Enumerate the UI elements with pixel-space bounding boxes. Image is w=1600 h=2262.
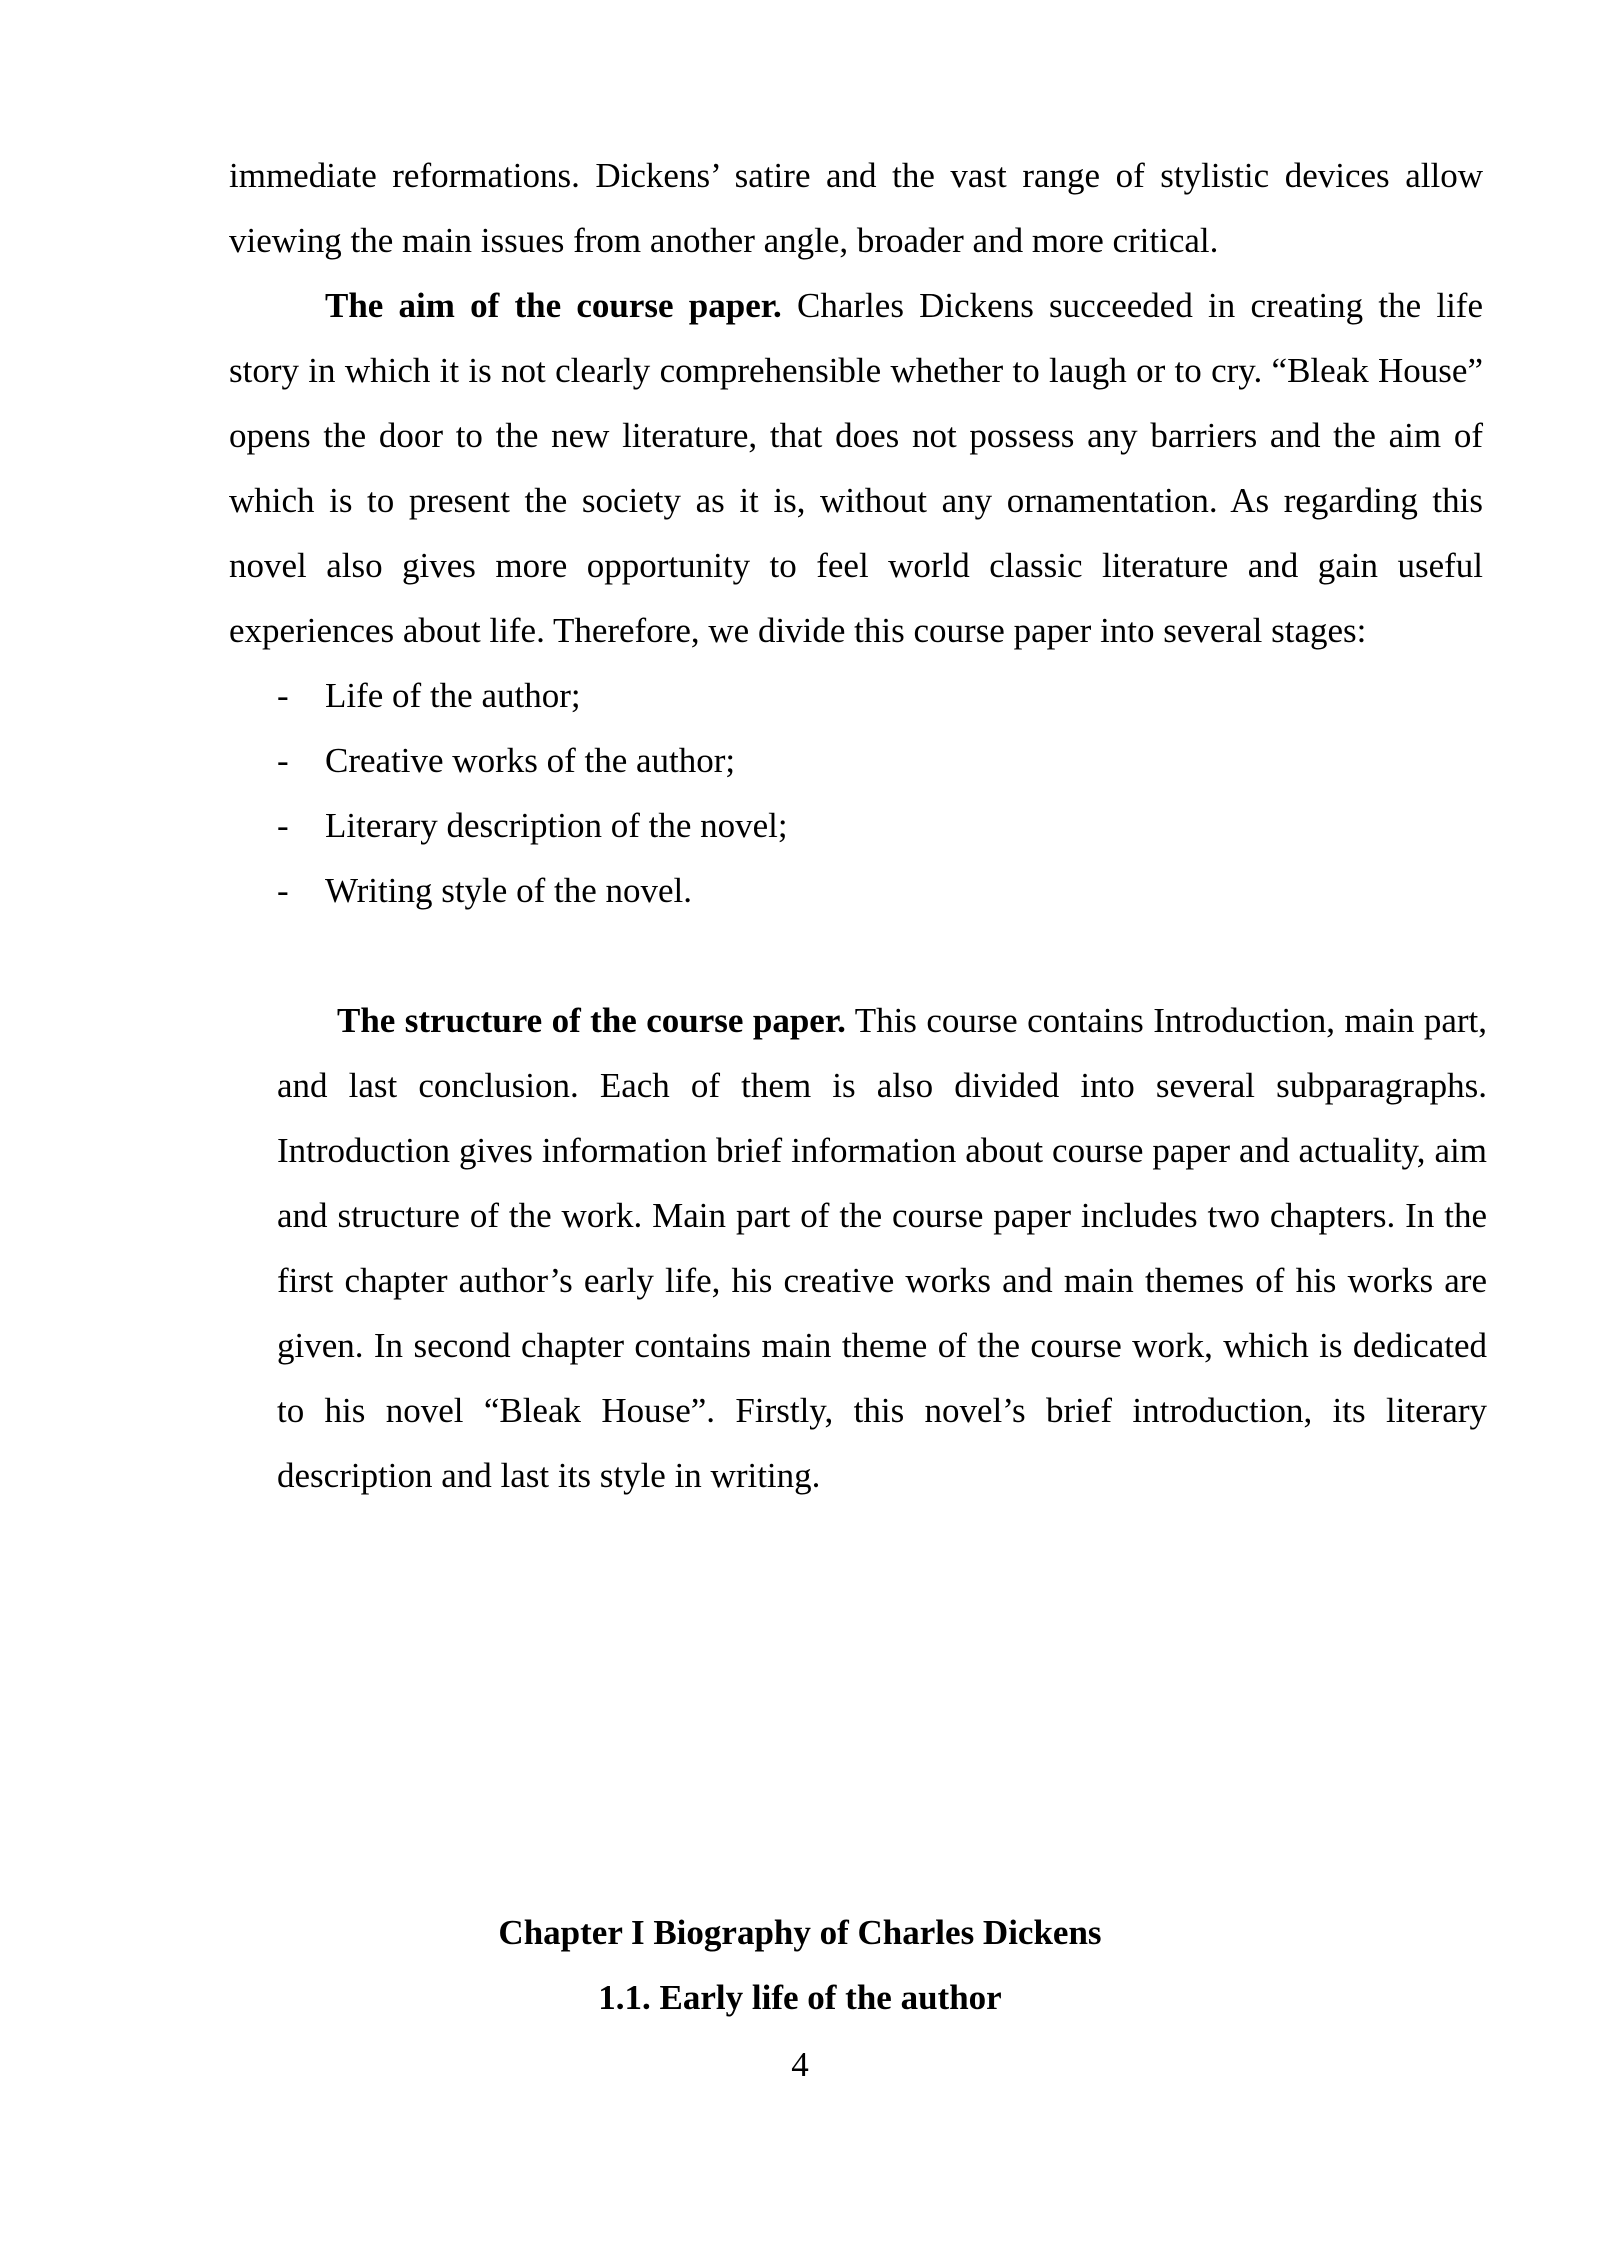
chapter-title: Chapter I Biography of Charles Dickens	[498, 1913, 1102, 1952]
list-item-text: Literary description of the novel;	[325, 806, 788, 845]
list-item	[229, 793, 1483, 858]
body-text	[229, 143, 1483, 923]
structure-section	[277, 988, 1487, 1508]
list-item	[229, 728, 1483, 793]
list-item-text: Writing style of the novel.	[325, 871, 692, 910]
list-item	[229, 858, 1483, 923]
section-title: 1.1. Early life of the author	[598, 1978, 1002, 2017]
aim-heading: The aim of the course paper.	[325, 286, 782, 325]
list-dash: -	[277, 741, 289, 780]
structure-heading: The structure of the course paper.	[337, 1001, 846, 1040]
list-dash: -	[277, 871, 289, 910]
list-item-text: Life of the author;	[325, 676, 581, 715]
list-dash: -	[277, 676, 289, 715]
aim-paragraph	[229, 273, 1483, 663]
stages-list	[229, 663, 1483, 923]
page-number: 4	[791, 2045, 809, 2084]
list-dash: -	[277, 806, 289, 845]
intro-paragraph: immediate reformations. Dickens’ satire and the vast range of stylistic devices allow viewing the main issues from another angle, broader and more critical.	[229, 156, 1483, 260]
structure-paragraph	[277, 988, 1487, 1508]
structure-text: This course contains Introduction, main part, and last conclusion. Each of them is also divided into several subparagraphs. Introduction gives information brief information about course paper and actuality, aim and structure of the work. Main part of the course paper includes two chapters. In the first chapter author’s early life, his creative works and main themes of his works are given. In second chapter contains main theme of the course work, which is dedicated to his novel “Bleak House”. Firstly, this novel’s brief introduction, its literary description and last its style in writing.	[277, 1001, 1487, 1495]
list-item	[229, 663, 1483, 728]
aim-text: Charles Dickens succeeded in creating the life story in which it is not clearly comprehensible whether to laugh or to cry. “Bleak House” opens the door to the new literature, that does not possess any barriers and the aim of which is to present the society as it is, without any ornamentation. As regarding this novel also gives more opportunity to feel world classic literature and gain useful experiences about life. Therefore, we divide this course paper into several stages:	[229, 286, 1483, 650]
list-item-text: Creative works of the author;	[325, 741, 736, 780]
